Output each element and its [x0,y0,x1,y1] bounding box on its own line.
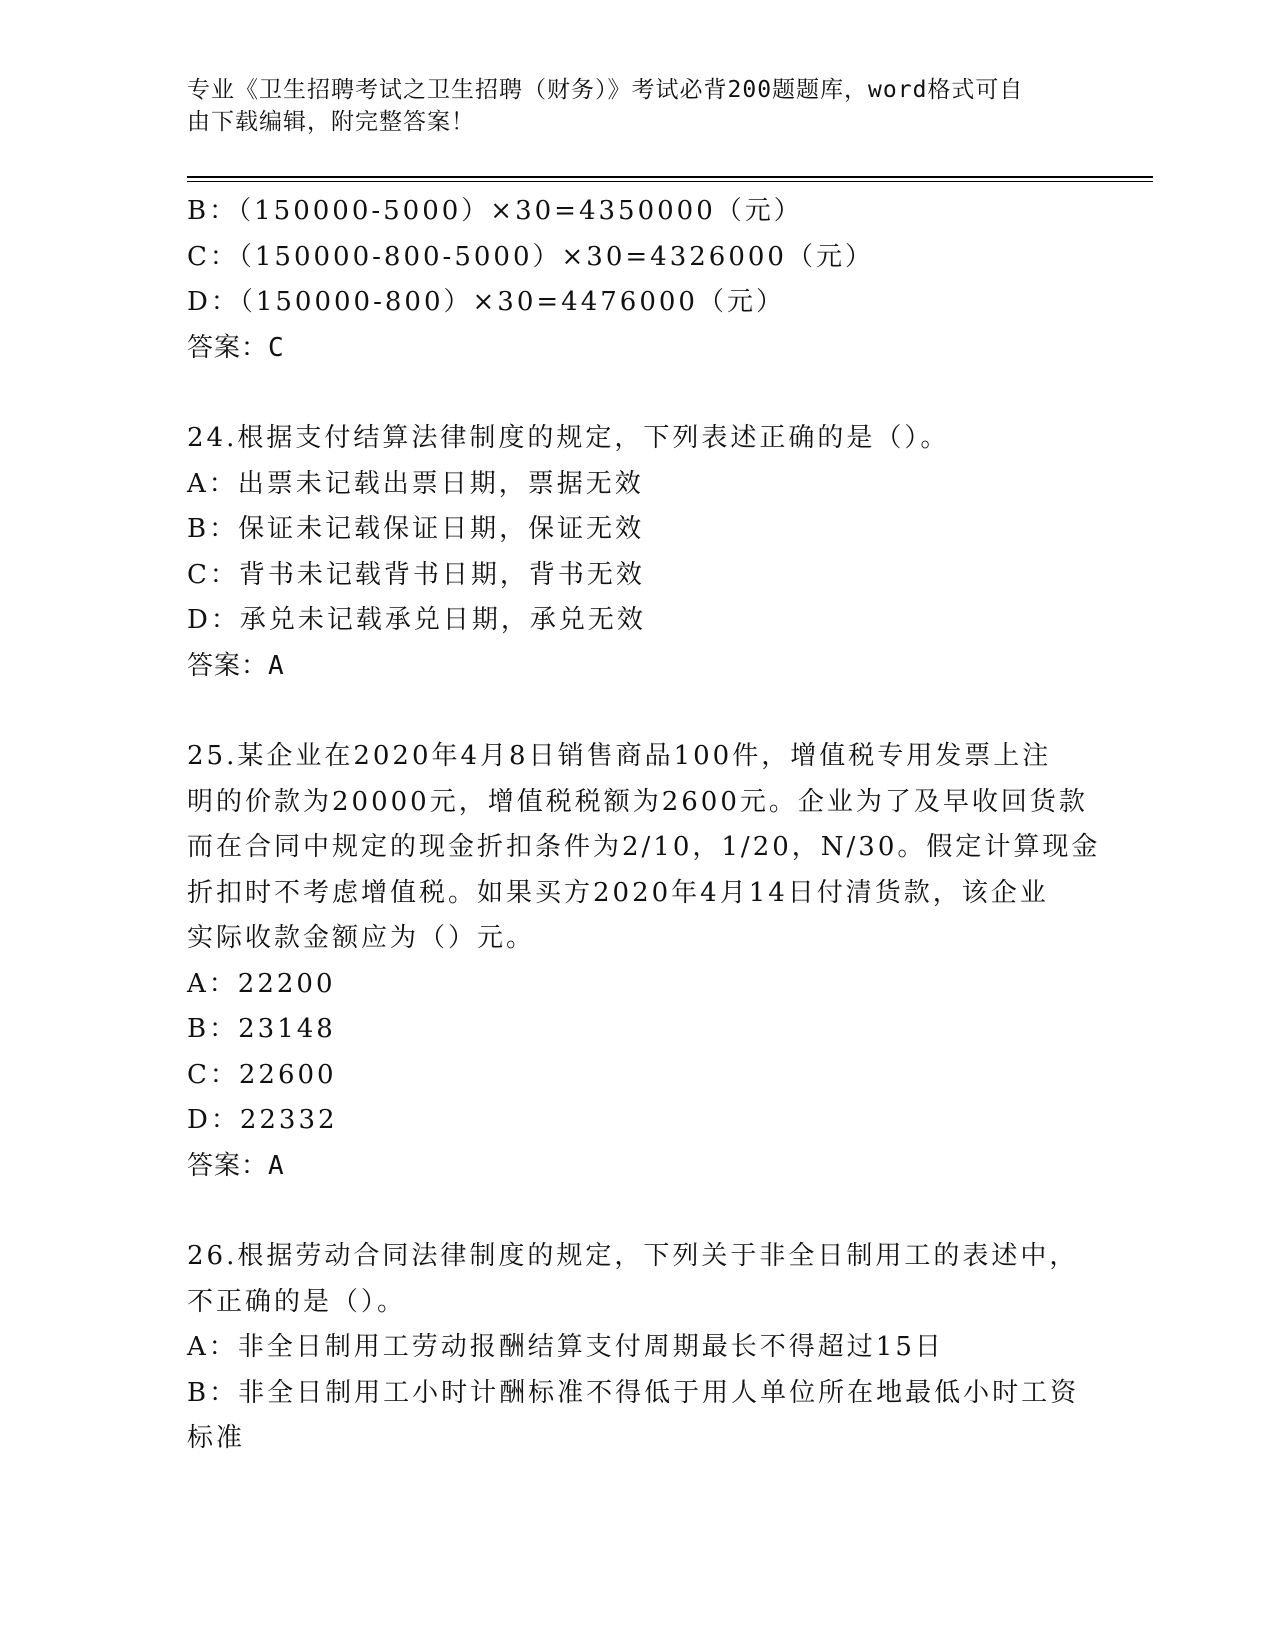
option-a: A：22200 [187,968,336,999]
option-a: A：非全日制用工劳动报酬结算支付周期最长不得超过15日 [187,1332,944,1362]
option-a: A：出票未记载出票日期，票据无效 [187,468,644,499]
question-23 [187,189,1087,371]
header-title-line-2: 由下载编辑，附完整答案！ [187,109,475,135]
question-26 [187,1234,1087,1462]
header-divider-thin [187,181,1153,182]
question-25 [187,734,1101,1189]
question-24 [187,416,1087,689]
spacer [187,371,1087,416]
question-stem-line-1: 25.某企业在2020年4月8日销售商品100件，增值税专用发票上注 [187,741,1052,771]
question-stem-line-4: 折扣时不考虑增值税。如果买方2020年4月14日付清货款，该企业 [187,877,1049,908]
option-b: B：保证未记载保证日期，保证无效 [187,514,645,544]
option-d: D：承兑未记载承兑日期，承兑无效 [187,605,646,635]
option-b: B：23148 [187,1014,336,1044]
option-d: D：22332 [187,1105,338,1135]
spacer [187,1189,1087,1234]
header-title-line-1: 专业《卫生招聘考试之卫生招聘（财务）》考试必背200题题库，word格式可自 [187,77,1024,103]
option-b-line-2: 标准 [187,1423,246,1453]
option-b-line-1: B：非全日制用工小时计酬标准不得低于用人单位所在地最低小时工资 [187,1377,1080,1408]
question-stem-line-2: 不正确的是（）。 [187,1286,407,1317]
question-stem-line-1: 26.根据劳动合同法律制度的规定，下列关于非全日制用工的表述中， [187,1241,1079,1271]
option-c: C：22600 [187,1059,337,1090]
question-stem: 24.根据支付结算法律制度的规定，下列表述正确的是（）。 [187,423,950,453]
answer-line: 答案：A [187,1150,285,1181]
document-header [187,74,1087,138]
option-b: B：（150000-5000）×30=4350000（元） [187,196,803,226]
spacer [187,689,1087,734]
question-stem-line-3: 而在合同中规定的现金折扣条件为2/10，1/20，N/30。假定计算现金 [187,832,1101,862]
question-stem-line-2: 明的价款为20000元，增值税税额为2600元。企业为了及早收回货款 [187,786,1088,817]
question-content [187,189,1101,1462]
question-stem-line-5: 实际收款金额应为（）元。 [187,923,536,953]
option-d: D：（150000-800）×30=4476000（元） [187,287,785,317]
option-c: C：背书未记载背书日期，背书无效 [187,559,645,590]
answer-line: 答案：C [187,332,285,363]
header-divider-thick [187,176,1153,178]
answer-line: 答案：A [187,650,285,681]
option-c: C：（150000-800-5000）×30=4326000（元） [187,241,874,272]
